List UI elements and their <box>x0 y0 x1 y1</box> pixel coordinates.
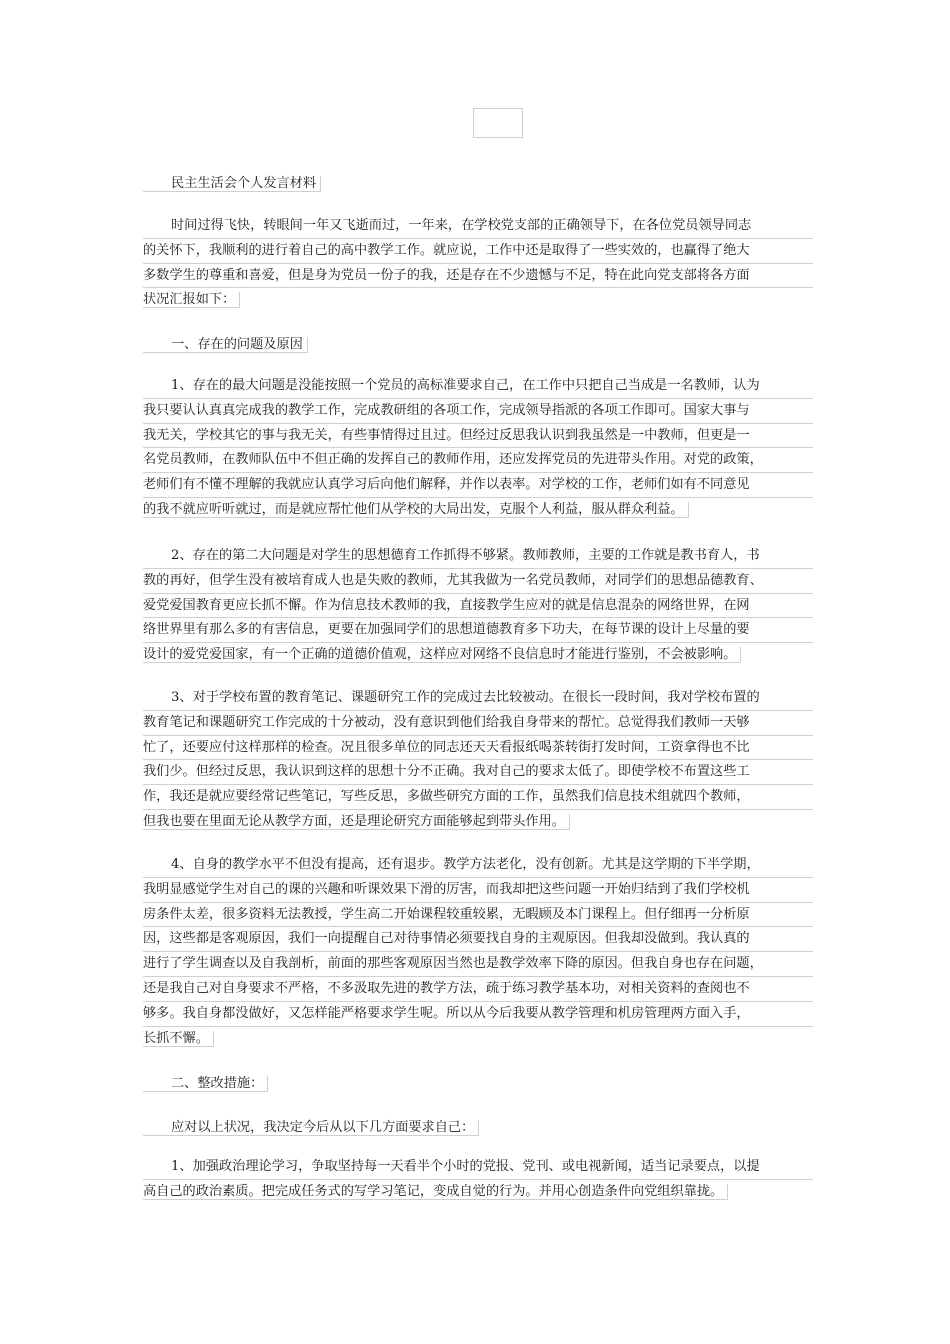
text-line: 但我也要在里面无论从教学方面，还是理论研究方面能够起到带头作用。 <box>143 810 813 834</box>
section-heading-text: 二、整改措施： <box>143 1076 268 1092</box>
text-line: 高自己的政治素质。把完成任务式的写学习笔记，变成自觉的行为。并用心创造条件向党组织靠拢。 <box>143 1180 813 1204</box>
text-line: 教育笔记和课题研究工作完成的十分被动，没有意识到他们给我自身带来的帮忙。总觉得我们教师一天够 <box>143 711 813 736</box>
text-line: 我只要认认真真完成我的教学工作，完成教研组的各项工作，完成领导指派的各项工作即可。国家大事与 <box>143 399 813 424</box>
text-line: 长抓不懈。 <box>143 1027 813 1051</box>
text-line: 忙了，还要应付这样那样的检查。况且很多单位的同志还天天看报纸喝茶转街打发时间，工资拿得也不比 <box>143 736 813 761</box>
problem-paragraph-2 <box>143 544 813 667</box>
document-title <box>143 172 321 191</box>
text-line: 4、自身的教学水平不但没有提高，还有退步。教学方法老化，没有创新。尤其是这学期的下半学期， <box>143 853 813 878</box>
text-line: 的关怀下，我顺利的进行着自己的高中教学工作。就应说，工作中还是取得了一些实效的，也赢得了绝大 <box>143 239 813 264</box>
section-heading-measures <box>143 1072 268 1091</box>
text-line: 络世界里有那么多的有害信息，更要在加强同学们的思想道德教育多下功夫，在每节课的设计上尽量的要 <box>143 618 813 643</box>
section-heading-problems <box>143 333 308 352</box>
text-line: 教的再好，但学生没有被培育成人也是失败的教师，尤其我做为一名党员教师，对同学们的思想品德教育、 <box>143 569 813 594</box>
text-line: 2、存在的第二大问题是对学生的思想德育工作抓得不够紧。教师教师，主要的工作就是教书育人，书 <box>143 544 813 569</box>
measures-intro-text: 应对以上状况，我决定今后从以下几方面要求自己： <box>143 1120 479 1136</box>
text-line: 3、对于学校布置的教育笔记、课题研究工作的完成过去比较被动。在很长一段时间，我对学校布置的 <box>143 686 813 711</box>
text-line: 够多。我自身都没做好，又怎样能严格要求学生呢。所以从今后我要从教学管理和机房管理两方面入手， <box>143 1002 813 1027</box>
text-line: 爱党爱国教育更应长抓不懈。作为信息技术教师的我，直接教学生应对的就是信息混杂的网络世界，在网 <box>143 594 813 619</box>
text-line: 设计的爱党爱国家，有一个正确的道德价值观，这样应对网络不良信息时才能进行鉴别，不会被影响。 <box>143 643 813 667</box>
text-line: 多数学生的尊重和喜爱，但是身为党员一份子的我，还是存在不少遗憾与不足，特在此向党支部将各方面 <box>143 264 813 289</box>
text-line: 我明显感觉学生对自己的课的兴趣和听课效果下滑的厉害，而我却把这些问题一开始归结到了我们学校机 <box>143 878 813 903</box>
document-title-text: 民主生活会个人发言材料 <box>143 176 321 192</box>
measures-intro <box>143 1116 479 1135</box>
text-line: 因，这些都是客观原因，我们一向提醒自己对待事情必须要找自身的主观原因。但我却没做到。我认真的 <box>143 927 813 952</box>
text-line: 进行了学生调查以及自我剖析，前面的那些客观原因当然也是教学效率下降的原因。但我自身也存在问题， <box>143 952 813 977</box>
text-line: 还是我自己对自身要求不严格，不多汲取先进的教学方法，疏于练习教学基本功，对相关资料的查阅也不 <box>143 977 813 1002</box>
problem-paragraph-3 <box>143 686 813 834</box>
problem-paragraph-1 <box>143 374 813 522</box>
text-line: 房条件太差，很多资料无法教授，学生高二开始课程较重较累，无暇顾及本门课程上。但仔细再一分析原 <box>143 903 813 928</box>
text-line: 状况汇报如下： <box>143 288 813 312</box>
text-line: 的我不就应听听就过，而是就应帮忙他们从学校的大局出发，克服个人利益，服从群众利益。 <box>143 498 813 522</box>
text-line: 我们少。但经过反思，我认识到这样的思想十分不正确。我对自己的要求太低了。即使学校不布置这些工 <box>143 760 813 785</box>
text-line: 1、加强政治理论学习，争取坚持每一天看半个小时的党报、党刊、或电视新闻，适当记录要点，以提 <box>143 1155 813 1180</box>
text-line: 老师们有不懂不理解的我就应认真学习后向他们解释，并作以表率。对学校的工作，老师们如有不同意见 <box>143 473 813 498</box>
measure-paragraph-1 <box>143 1155 813 1204</box>
text-line: 我无关，学校其它的事与我无关，有些事情得过且过。但经过反思我认识到我虽然是一中教师，但更是一 <box>143 424 813 449</box>
header-box <box>473 108 523 138</box>
problem-paragraph-4 <box>143 853 813 1050</box>
intro-paragraph <box>143 214 813 312</box>
text-line: 名党员教师，在教师队伍中不但正确的发挥自己的教师作用，还应发挥党员的先进带头作用。对党的政策， <box>143 448 813 473</box>
text-line: 作，我还是就应要经常记些笔记，写些反思，多做些研究方面的工作，虽然我们信息技术组就四个教师， <box>143 785 813 810</box>
section-heading-text: 一、存在的问题及原因 <box>143 337 308 353</box>
text-line: 时间过得飞快，转眼间一年又飞逝而过，一年来，在学校党支部的正确领导下，在各位党员领导同志 <box>143 214 813 239</box>
text-line: 1、存在的最大问题是没能按照一个党员的高标准要求自己，在工作中只把自己当成是一名教师，认为 <box>143 374 813 399</box>
